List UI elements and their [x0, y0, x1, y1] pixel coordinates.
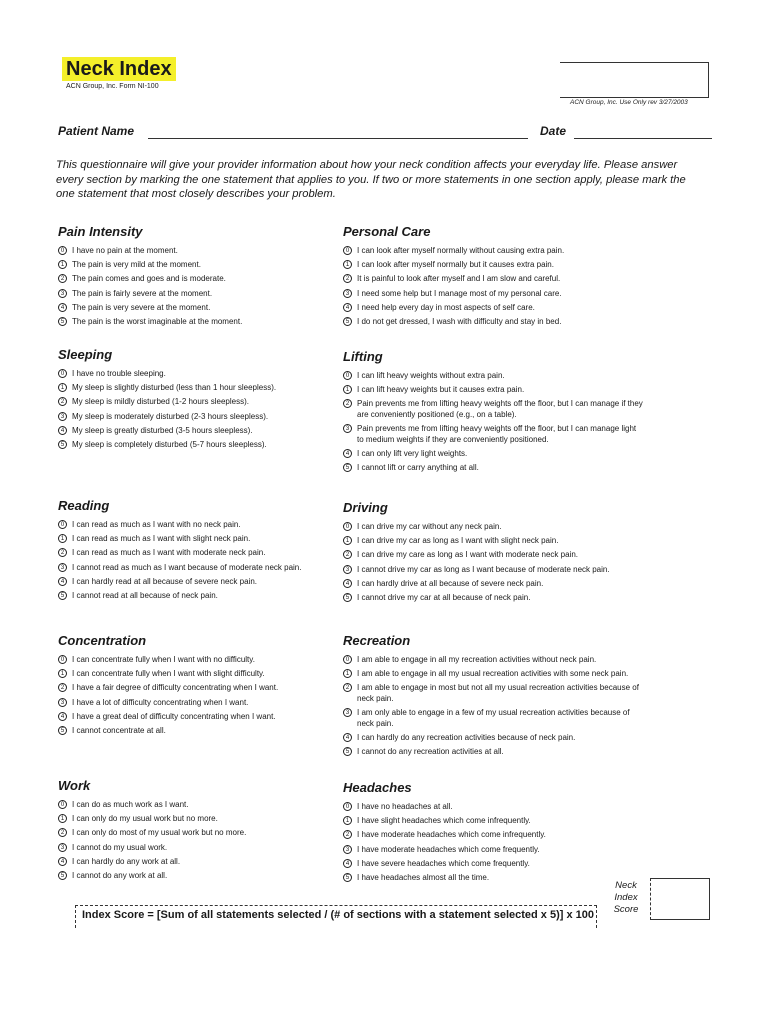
option-text: I have no trouble sleeping.: [72, 369, 166, 378]
option-number-circle[interactable]: 5: [343, 593, 352, 602]
option-number-circle[interactable]: 0: [58, 246, 67, 255]
option-text: I can only do my usual work but no more.: [72, 814, 218, 824]
section-personal-care: [343, 224, 643, 331]
section-work: [58, 778, 328, 885]
option-text: I cannot drive my car as long as I want because of moderate neck pain.: [357, 564, 610, 574]
option-number-circle[interactable]: 4: [58, 426, 67, 435]
section-sleeping: [58, 347, 328, 454]
option-text: The pain is fairly severe at the moment.: [72, 288, 213, 298]
option-item[interactable]: [343, 424, 643, 445]
date-field[interactable]: [574, 138, 712, 139]
option-number-circle[interactable]: 5: [58, 871, 67, 880]
date-label: Date: [540, 124, 567, 138]
option-item[interactable]: [343, 859, 643, 870]
section-title: Concentration: [58, 633, 147, 648]
option-number-circle[interactable]: 2: [58, 683, 67, 692]
option-text: My sleep is moderately disturbed (2-3 hours sleepless).: [72, 411, 269, 421]
section-concentration: [58, 633, 328, 740]
option-item[interactable]: [343, 463, 643, 474]
option-number-circle[interactable]: 1: [343, 536, 352, 545]
option-text: I can look after myself normally but it causes extra pain.: [357, 260, 554, 270]
section-title: Pain Intensity: [58, 224, 143, 239]
score-formula: Index Score = [Sum of all statements selected / (# of sections with a statement selected x 5)] x 100: [82, 909, 594, 921]
option-item[interactable]: [58, 534, 328, 545]
form-title: Neck Index: [62, 57, 176, 81]
option-text: I have no pain at the moment.: [72, 246, 178, 255]
section-title: Work: [58, 778, 91, 793]
option-number-circle[interactable]: 2: [343, 683, 352, 692]
option-number-circle[interactable]: 0: [343, 371, 352, 380]
neck-index-score-box[interactable]: [650, 878, 710, 920]
option-number-circle[interactable]: 0: [343, 655, 352, 664]
option-item[interactable]: [58, 246, 328, 257]
option-list: [58, 800, 328, 882]
option-number-circle[interactable]: 0: [58, 655, 67, 664]
option-number-circle[interactable]: 5: [58, 440, 67, 449]
option-item[interactable]: [58, 289, 328, 300]
option-text: I can drive my car as long as I want with slight neck pain.: [357, 536, 559, 546]
section-title: Reading: [58, 498, 110, 513]
option-number-circle[interactable]: 2: [58, 397, 67, 406]
option-number-circle[interactable]: 0: [58, 369, 67, 378]
option-list: [343, 522, 643, 604]
option-text: I can concentrate fully when I want with no difficulty.: [72, 655, 255, 664]
option-item[interactable]: [58, 577, 328, 588]
option-item[interactable]: [58, 260, 328, 271]
option-text: I cannot do my usual work.: [72, 842, 168, 852]
option-item[interactable]: [58, 683, 328, 694]
option-item[interactable]: [58, 712, 328, 723]
section-title: Personal Care: [343, 224, 431, 239]
option-number-circle[interactable]: 5: [343, 463, 352, 472]
option-number-circle[interactable]: 3: [343, 565, 352, 574]
option-item[interactable]: [58, 274, 328, 285]
option-item[interactable]: [343, 708, 643, 729]
section-title: Sleeping: [58, 347, 113, 362]
option-number-circle[interactable]: 3: [58, 843, 67, 852]
option-number-circle[interactable]: 2: [58, 274, 67, 283]
option-text: My sleep is greatly disturbed (3-5 hours sleepless).: [72, 425, 253, 435]
option-item[interactable]: [58, 548, 328, 559]
option-text: I do not get dressed, I wash with difficulty and stay in bed.: [357, 316, 562, 326]
option-text: The pain is the worst imaginable at the moment.: [72, 316, 243, 326]
option-text: I can lift heavy weights but it causes extra pain.: [357, 385, 525, 395]
option-text: I have a lot of difficulty concentrating when I want.: [72, 697, 249, 707]
option-list: [343, 655, 643, 758]
section-title: Headaches: [343, 780, 412, 795]
option-number-circle[interactable]: 4: [343, 449, 352, 458]
option-number-circle[interactable]: 4: [343, 579, 352, 588]
option-number-circle[interactable]: 1: [58, 383, 67, 392]
option-number-circle[interactable]: 4: [58, 577, 67, 586]
option-text: I can read as much as I want with slight neck pain.: [72, 534, 251, 544]
option-item[interactable]: [58, 440, 328, 451]
option-text: It is painful to look after myself and I am slow and careful.: [357, 274, 561, 284]
option-number-circle[interactable]: 3: [58, 289, 67, 298]
option-number-circle[interactable]: 3: [343, 289, 352, 298]
option-text: I can look after myself normally without causing extra pain.: [357, 246, 565, 255]
option-text: I can drive my car without any neck pain.: [357, 522, 502, 531]
option-text: I can only do most of my usual work but no more.: [72, 828, 247, 838]
option-number-circle[interactable]: 3: [343, 845, 352, 854]
option-item[interactable]: [343, 593, 643, 604]
option-item[interactable]: [58, 303, 328, 314]
option-number-circle[interactable]: 5: [343, 317, 352, 326]
option-text: I can hardly do any work at all.: [72, 856, 181, 866]
option-number-circle[interactable]: 5: [58, 591, 67, 600]
option-text: I can hardly drive at all because of severe neck pain.: [357, 578, 544, 588]
option-item[interactable]: [343, 260, 643, 271]
office-use-box: [560, 62, 709, 98]
option-item[interactable]: [343, 747, 643, 758]
option-number-circle[interactable]: 5: [343, 873, 352, 882]
section-lifting: [343, 349, 643, 477]
option-text: The pain comes and goes and is moderate.: [72, 274, 226, 284]
option-text: I can drive my care as long as I want with moderate neck pain.: [357, 550, 578, 560]
option-text: Pain prevents me from lifting heavy weights off the floor, but I can manage light to medium weights if they are conveniently positioned.: [357, 424, 637, 444]
patient-name-field[interactable]: [148, 138, 528, 139]
option-item[interactable]: [58, 857, 328, 868]
option-item[interactable]: [343, 371, 643, 382]
option-number-circle[interactable]: 4: [343, 303, 352, 312]
option-text: I can hardly do any recreation activities because of neck pain.: [357, 732, 576, 742]
section-recreation: [343, 633, 643, 761]
option-number-circle[interactable]: 1: [58, 534, 67, 543]
option-text: I can concentrate fully when I want with slight difficulty.: [72, 669, 265, 679]
option-item[interactable]: [343, 830, 643, 841]
option-item[interactable]: [343, 536, 643, 547]
option-item[interactable]: [58, 317, 328, 328]
option-item[interactable]: [343, 816, 643, 827]
option-text: Pain prevents me from lifting heavy weights off the floor, but I can manage if they are conveniently positioned (e.g., on a table).: [357, 399, 643, 419]
section-reading: [58, 498, 328, 605]
option-item[interactable]: [343, 289, 643, 300]
option-item[interactable]: [343, 733, 643, 744]
option-item[interactable]: [343, 845, 643, 856]
option-text: I cannot do any work at all.: [72, 870, 168, 880]
option-item[interactable]: [343, 655, 643, 666]
option-number-circle[interactable]: 2: [58, 828, 67, 837]
option-number-circle[interactable]: 1: [343, 385, 352, 394]
section-title: Recreation: [343, 633, 411, 648]
option-number-circle[interactable]: 5: [58, 726, 67, 735]
option-item[interactable]: [58, 369, 328, 380]
option-item[interactable]: [343, 274, 643, 285]
option-text: I cannot drive my car at all because of neck pain.: [357, 592, 531, 602]
option-text: I cannot do any recreation activities at all.: [357, 747, 504, 757]
option-number-circle[interactable]: 3: [343, 708, 352, 717]
instructions-text: This questionnaire will give your provider information about how your neck condition affects your everyday life. Please answer every section by marking the one statement that applies to you. If two or more statements in one section apply, please mark the one statement that most closely describes your problem.: [56, 159, 686, 200]
option-text: I need help every day in most aspects of self care.: [357, 302, 535, 312]
option-list: [58, 520, 328, 602]
option-list: [58, 655, 328, 737]
option-item[interactable]: [343, 317, 643, 328]
option-item[interactable]: [58, 843, 328, 854]
option-text: My sleep is completely disturbed (5-7 hours sleepless).: [72, 439, 267, 449]
option-item[interactable]: [343, 522, 643, 533]
option-number-circle[interactable]: 4: [58, 303, 67, 312]
option-text: I can lift heavy weights without extra pain.: [357, 371, 505, 380]
option-text: I can read as much as I want with no neck pain.: [72, 520, 241, 529]
option-number-circle[interactable]: 4: [343, 859, 352, 868]
option-number-circle[interactable]: 4: [58, 712, 67, 721]
option-number-circle[interactable]: 0: [58, 800, 67, 809]
option-item[interactable]: [343, 579, 643, 590]
option-list: [343, 371, 643, 474]
option-text: I have moderate headaches which come frequently.: [357, 844, 540, 854]
option-item[interactable]: [343, 873, 643, 884]
option-text: I can read as much as I want with moderate neck pain.: [72, 548, 266, 558]
option-number-circle[interactable]: 1: [343, 669, 352, 678]
option-list: [343, 246, 643, 328]
section-title: Lifting: [343, 349, 383, 364]
option-number-circle[interactable]: 1: [58, 260, 67, 269]
section-title: Driving: [343, 500, 388, 515]
option-text: I can only lift very light weights.: [357, 448, 468, 458]
section-driving: [343, 500, 643, 607]
option-number-circle[interactable]: 4: [58, 857, 67, 866]
option-item[interactable]: [58, 871, 328, 882]
option-item[interactable]: [343, 385, 643, 396]
option-number-circle[interactable]: 0: [58, 520, 67, 529]
option-text: The pain is very severe at the moment.: [72, 302, 211, 312]
option-number-circle[interactable]: 3: [58, 563, 67, 572]
option-number-circle[interactable]: 1: [343, 816, 352, 825]
option-text: I cannot lift or carry anything at all.: [357, 463, 479, 473]
option-text: I have no headaches at all.: [357, 802, 453, 811]
option-text: My sleep is mildly disturbed (1-2 hours sleepless).: [72, 397, 249, 407]
option-item[interactable]: [58, 655, 328, 666]
option-item[interactable]: [343, 565, 643, 576]
option-item[interactable]: [58, 591, 328, 602]
option-number-circle[interactable]: 2: [343, 830, 352, 839]
option-number-circle[interactable]: 1: [58, 814, 67, 823]
option-number-circle[interactable]: 5: [58, 317, 67, 326]
option-item[interactable]: [58, 814, 328, 825]
option-number-circle[interactable]: 0: [343, 802, 352, 811]
option-number-circle[interactable]: 3: [58, 698, 67, 707]
option-number-circle[interactable]: 2: [343, 274, 352, 283]
option-item[interactable]: [58, 563, 328, 574]
option-item[interactable]: [58, 800, 328, 811]
option-text: I am able to engage in all my usual recreation activities with some neck pain.: [357, 669, 629, 679]
option-item[interactable]: [343, 683, 643, 704]
option-text: I am able to engage in most but not all my usual recreation activities because of neck pain.: [357, 683, 639, 703]
option-number-circle[interactable]: 3: [343, 424, 352, 433]
option-number-circle[interactable]: 0: [343, 246, 352, 255]
option-item[interactable]: [343, 802, 643, 813]
option-number-circle[interactable]: 0: [343, 522, 352, 531]
option-text: My sleep is slightly disturbed (less than 1 hour sleepless).: [72, 383, 277, 393]
option-item[interactable]: [58, 828, 328, 839]
option-text: I can do as much work as I want.: [72, 800, 189, 809]
option-number-circle[interactable]: 1: [343, 260, 352, 269]
option-text: I need some help but I manage most of my personal care.: [357, 288, 562, 298]
option-item[interactable]: [58, 397, 328, 408]
option-item[interactable]: [58, 726, 328, 737]
option-number-circle[interactable]: 3: [58, 412, 67, 421]
section-headaches: [343, 780, 643, 887]
option-text: I cannot concentrate at all.: [72, 725, 166, 735]
option-item[interactable]: [58, 412, 328, 423]
option-item[interactable]: [343, 669, 643, 680]
option-item[interactable]: [58, 383, 328, 394]
option-item[interactable]: [58, 669, 328, 680]
option-list: [58, 246, 328, 328]
option-item[interactable]: [343, 246, 643, 257]
option-item[interactable]: [343, 449, 643, 460]
option-number-circle[interactable]: 2: [343, 399, 352, 408]
option-number-circle[interactable]: 1: [58, 669, 67, 678]
option-item[interactable]: [58, 698, 328, 709]
option-text: I have a fair degree of difficulty concentrating when I want.: [72, 683, 279, 693]
option-text: I have severe headaches which come frequently.: [357, 858, 530, 868]
option-item[interactable]: [343, 303, 643, 314]
option-number-circle[interactable]: 4: [343, 733, 352, 742]
option-number-circle[interactable]: 5: [343, 747, 352, 756]
option-item[interactable]: [343, 550, 643, 561]
form-subtitle: ACN Group, Inc. Form NI-100: [66, 83, 159, 90]
option-item[interactable]: [58, 426, 328, 437]
option-text: I have headaches almost all the time.: [357, 872, 490, 882]
office-use-note: ACN Group, Inc. Use Only rev 3/27/2003: [570, 99, 688, 106]
option-text: The pain is very mild at the moment.: [72, 260, 201, 270]
neck-index-score-label: Neck Index Score: [613, 880, 639, 915]
option-item[interactable]: [58, 520, 328, 531]
option-text: I have moderate headaches which come infrequently.: [357, 830, 546, 840]
option-text: I cannot read at all because of neck pain.: [72, 590, 218, 600]
option-number-circle[interactable]: 2: [343, 550, 352, 559]
option-number-circle[interactable]: 2: [58, 548, 67, 557]
option-text: I have slight headaches which come infrequently.: [357, 816, 531, 826]
option-text: I am only able to engage in a few of my usual recreation activities because of neck pain.: [357, 708, 630, 728]
option-text: I cannot read as much as I want because of moderate neck pain.: [72, 562, 302, 572]
option-list: [58, 369, 328, 451]
option-item[interactable]: [343, 399, 643, 420]
option-text: I am able to engage in all my recreation activities without neck pain.: [357, 655, 597, 664]
section-pain-intensity: [58, 224, 328, 331]
option-text: I can hardly read at all because of severe neck pain.: [72, 576, 257, 586]
patient-name-label: Patient Name: [58, 124, 135, 138]
option-list: [343, 802, 643, 884]
option-text: I have a great deal of difficulty concentrating when I want.: [72, 711, 276, 721]
